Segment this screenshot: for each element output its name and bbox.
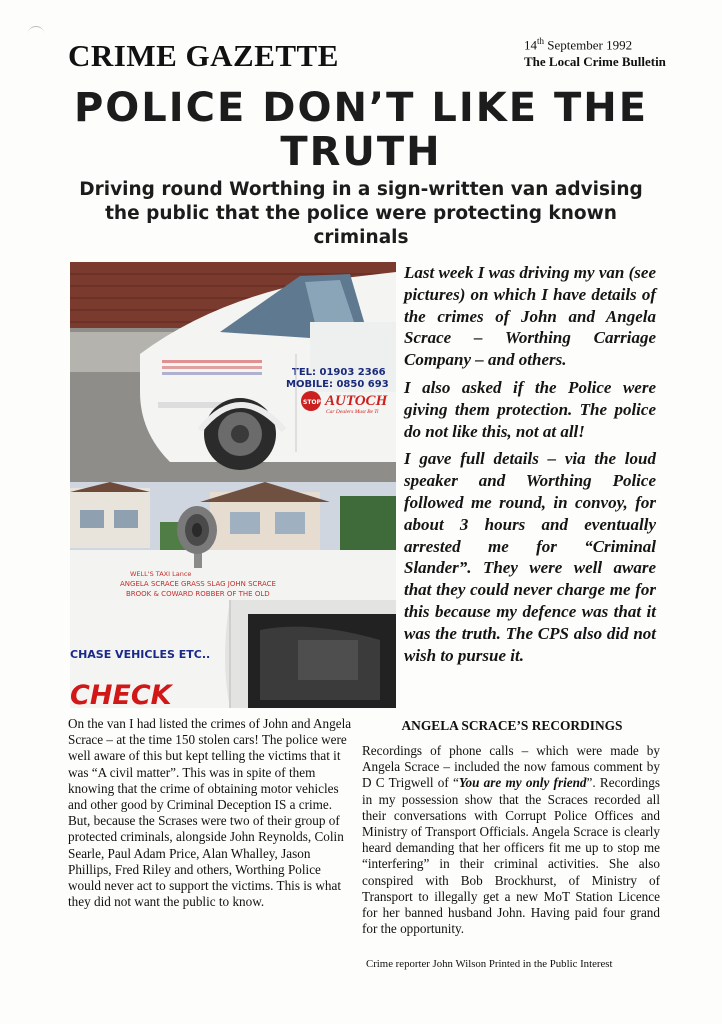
van-mobile-text: MOBILE: 0850 693 xyxy=(286,379,389,390)
recordings-column: Recordings of phone calls – which were made by Angela Scrace – included the now famous comment by D C Trigwell of “You are my only friend”. Recordings in my possession show that the Scraces recorded all their conversations with Corrupt Police Offices and Ministry of Transport Officials. Angela Scrace is clearly heard demanding that her officers fit me up to stop me “interfering” in their criminal activities. She also conspired with Bob Brockhurst, of Ministry of Transport to illegally get a new MoT Station Licence for her banned husband John. Having paid four grand for the opportunity. xyxy=(362,743,660,937)
lead-story xyxy=(404,262,656,672)
recordings-heading: ANGELA SCRACE’S RECORDINGS xyxy=(401,718,623,733)
svg-text:STOP: STOP xyxy=(303,399,321,406)
van-side-photo xyxy=(70,600,396,708)
van-crimes-column: On the van I had listed the crimes of John and Angela Scrace – at the time 150 stolen cars! The police were well aware of this but kept telling the victims that it was “A civil matter”. This was in spite of them knowing that the crime of obtaining motor vehicles and other good by Criminal Deception IS a crime. But, because the Scrases were two of their group of protected criminals, alongside John Reynolds, Colin Searle, Paul Adam Price, Alan Whalley, Jason Phillips, Fred Riley and others, Worthing Police would never act to support the victims. This is what they did not want the public to know. xyxy=(68,716,352,910)
story-paragraph-3: I gave full details – via the loud speaker and Worthing Police followed me round, in convoy, for about 3 hours and eventually arrested me for “Criminal Slander”. They were well aware that they could never charge me for this because my defence was that it was the truth. The CPS also did not wish to pursue it. xyxy=(404,449,656,665)
van-side-check-text: CHECK xyxy=(70,680,172,708)
byline: Crime reporter John Wilson Printed in the Public Interest xyxy=(366,958,613,970)
van-autocheck-text: AUTOCH xyxy=(325,393,388,409)
roof-sign-line3: BROOK & COWARD ROBBER OF THE OLD xyxy=(126,590,270,598)
story-paragraph-2: I also asked if the Police were giving them protection. The police do not like this, not at all! xyxy=(404,377,656,441)
masthead-title: CRIME GAZETTE xyxy=(68,38,339,73)
van-side-vehicles-text: CHASE VEHICLES ETC.. xyxy=(70,648,211,661)
story-paragraph-1: Last week I was driving my van (see pictures) on which I have details of the crimes of John and Angela Scrace – Worthing Carriage Company – and others. xyxy=(404,263,656,370)
headline: POLICE DON’T LIKE THE TRUTH xyxy=(73,85,649,175)
bulletin-subtitle: The Local Crime Bulletin xyxy=(524,54,666,69)
issue-date: 14th September 1992 xyxy=(524,36,633,53)
subheadline: Driving round Worthing in a sign-written van advising the public that the police were protecting known criminals xyxy=(79,179,643,248)
van-front-photo xyxy=(70,262,396,482)
roof-sign-line2: ANGELA SCRACE GRASS SLAG JOHN SCRACE xyxy=(120,580,276,588)
scan-corner-mark xyxy=(28,26,44,41)
recordings-quote: You are my only friend xyxy=(458,775,587,791)
loudspeaker-roof-photo xyxy=(70,482,396,600)
van-tel-text: TEL: 01903 2366 xyxy=(292,367,386,378)
svg-text:Car Dealers Must Be Ti: Car Dealers Must Be Ti xyxy=(326,409,379,415)
roof-sign-line1: WELL'S TAXI Lance xyxy=(130,570,192,578)
